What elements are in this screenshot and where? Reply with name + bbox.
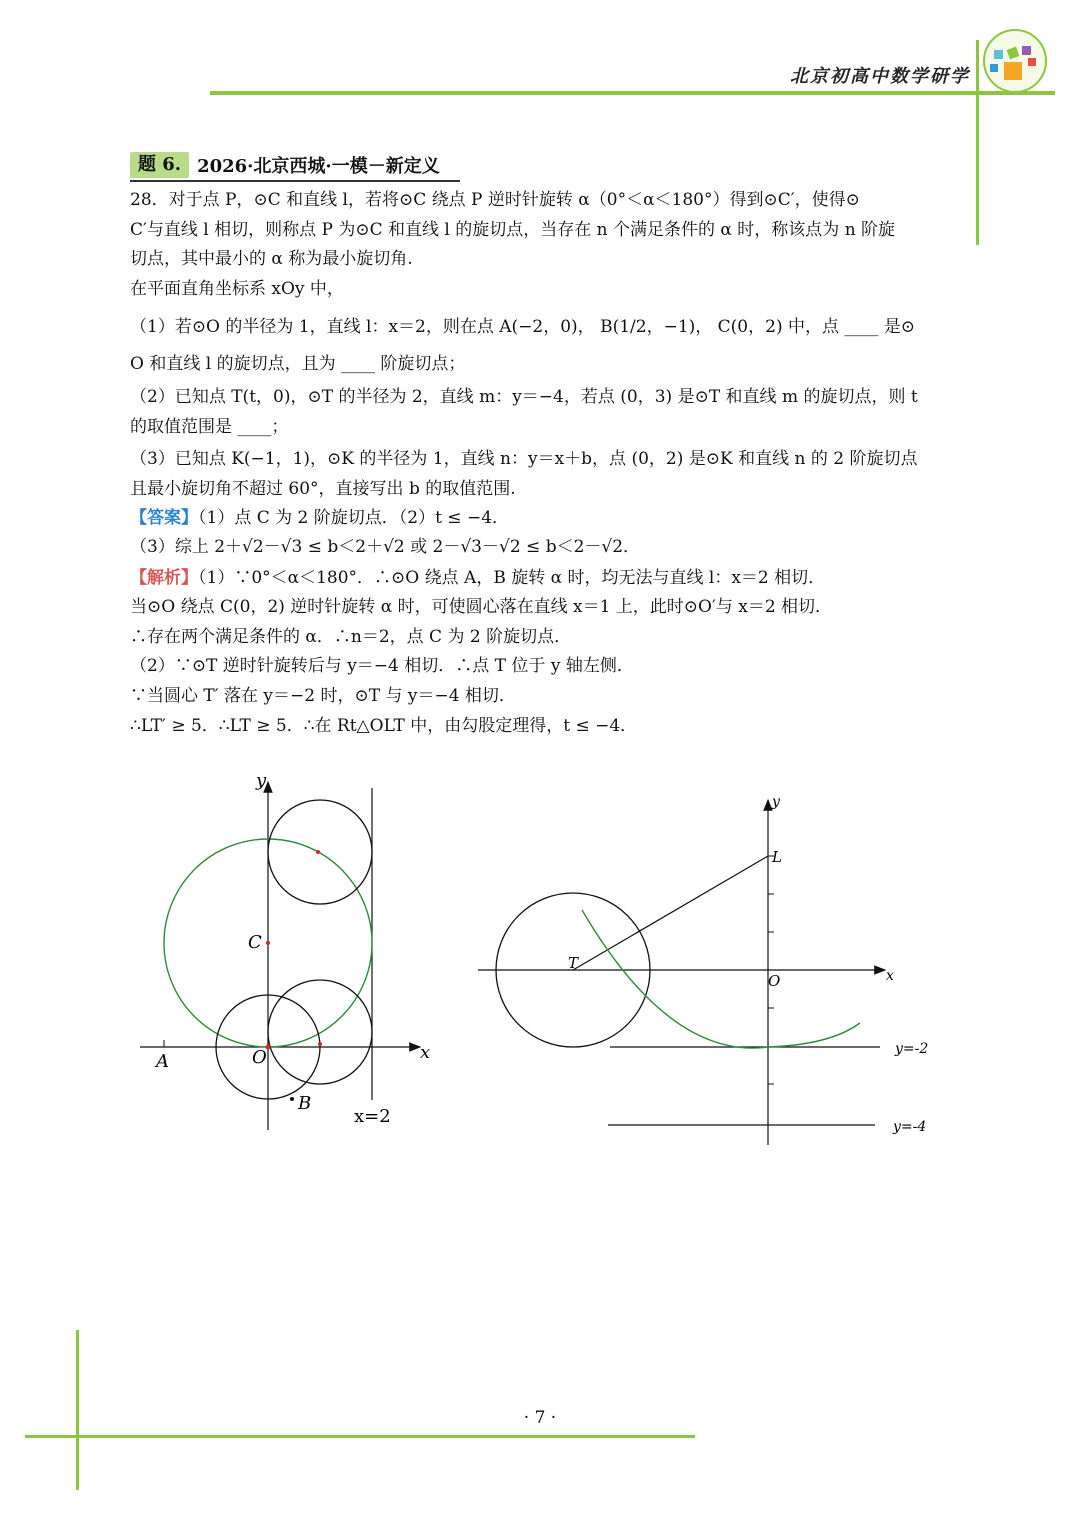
analysis-line: ∴存在两个满足条件的 α．∴n＝2，点 C 为 2 阶旋切点． xyxy=(130,627,572,647)
problem-number: 题 6. xyxy=(130,152,189,178)
analysis-line-1 xyxy=(130,566,955,590)
figure-2 xyxy=(470,790,950,1160)
figure-1 xyxy=(140,760,450,1140)
label-y: y xyxy=(256,770,267,791)
page-number: · 7 · xyxy=(523,1408,557,1428)
label-y-minus-4: y=-4 xyxy=(893,1119,927,1135)
problem-source: 2026·北京西城·一模－新定义 xyxy=(197,156,440,177)
answer-label: 【答案】 xyxy=(130,508,198,528)
label-c: C xyxy=(248,932,262,953)
answer-line-2: （3）综上 2＋√2－√3 ≤ b＜2＋√2 或 2－√3－√2 ≤ b＜2－√2． xyxy=(130,537,641,557)
answer-text: （1）点 C 为 2 阶旋切点．（2）t ≤ −4． xyxy=(198,508,510,528)
brand-title: 北京初高中数学研学 xyxy=(790,66,970,87)
analysis-text: （1）∵0°＜α＜180°．∴⊙O 绕点 A，B 旋转 α 时，均无法与直线 l：x＝2 相切． xyxy=(198,568,826,588)
analysis-line: ∵当圆心 T′ 落在 y＝−2 时，⊙T 与 y＝−4 相切． xyxy=(130,686,516,706)
problem-line: 且最小旋切角不超过 60°，直接写出 b 的取值范围. xyxy=(130,479,516,499)
footer-vertical-rule xyxy=(76,1330,79,1490)
header-rule xyxy=(210,91,1055,95)
label-o: O xyxy=(768,972,781,990)
problem-line: （2）已知点 T(t，0)，⊙T 的半径为 2，直线 m：y＝−4，若点 (0，3) 是⊙T 和直线 m 的旋切点，则 t xyxy=(130,387,918,407)
label-y: y xyxy=(772,794,780,810)
analysis-line: （2）∵⊙T 逆时针旋转后与 y＝−4 相切．∴点 T 位于 y 轴左侧． xyxy=(130,656,634,676)
analysis-label: 【解析】 xyxy=(130,568,198,588)
answer-line-1 xyxy=(130,506,955,530)
center-bottom-marker xyxy=(318,1042,322,1046)
footer-rule xyxy=(25,1435,695,1438)
problem-tag xyxy=(130,152,440,178)
segment-tl xyxy=(573,856,768,970)
analysis-line: 当⊙O 绕点 C(0，2) 逆时针旋转 α 时，可使圆心落在直线 x＝1 上，此时⊙O′与 x＝2 相切． xyxy=(130,597,833,617)
problem-line: O 和直线 l 的旋切点，且为 ____ 阶旋切点； xyxy=(130,354,466,374)
label-a: A xyxy=(156,1051,169,1072)
label-line-x2: x=2 xyxy=(354,1106,391,1127)
problem-line: 的取值范围是 ____； xyxy=(130,417,289,437)
problem-line: 28．对于点 P，⊙C 和直线 l，若将⊙C 绕点 P 逆时针旋转 α（0°＜α＜180°）得到⊙C′，使得⊙ xyxy=(130,190,860,210)
circle-bottom xyxy=(268,980,372,1084)
point-b-marker xyxy=(290,1097,294,1101)
label-b: B xyxy=(298,1093,312,1114)
problem-line: （1）若⊙O 的半径为 1，直线 l：x＝2，则在点 A(−2，0)， B(1/2，−1)， C(0，2) 中，点 ____ 是⊙ xyxy=(130,317,916,337)
center-top-marker xyxy=(316,850,320,854)
label-x: x xyxy=(886,968,894,984)
label-y-minus-2: y=-2 xyxy=(895,1041,929,1057)
problem-line: 切点，其中最小的 α 称为最小旋切角. xyxy=(130,249,413,269)
problem-line: C′与直线 l 相切，则称点 P 为⊙C 和直线 l 的旋切点，当存在 n 个满足条件的 α 时，称该点为 n 阶旋 xyxy=(130,220,896,240)
analysis-line: ∴LT′ ≥ 5．∴LT ≥ 5．∴在 Rt△OLT 中，由勾股定理得，t ≤ −4． xyxy=(130,716,638,736)
tag-underline xyxy=(130,180,460,182)
problem-line: （3）已知点 K(−1，1)，⊙K 的半径为 1，直线 n：y＝x＋b，点 (0，2) 是⊙K 和直线 n 的 2 阶旋切点 xyxy=(130,449,918,469)
header-vertical-rule xyxy=(976,40,979,245)
label-l: L xyxy=(772,848,782,866)
point-c-marker xyxy=(266,941,270,945)
label-t: T xyxy=(568,954,579,972)
label-o: O xyxy=(252,1047,267,1068)
logo-icon xyxy=(982,28,1048,94)
problem-line: 在平面直角坐标系 xOy 中， xyxy=(130,279,344,299)
label-x: x xyxy=(420,1042,431,1063)
